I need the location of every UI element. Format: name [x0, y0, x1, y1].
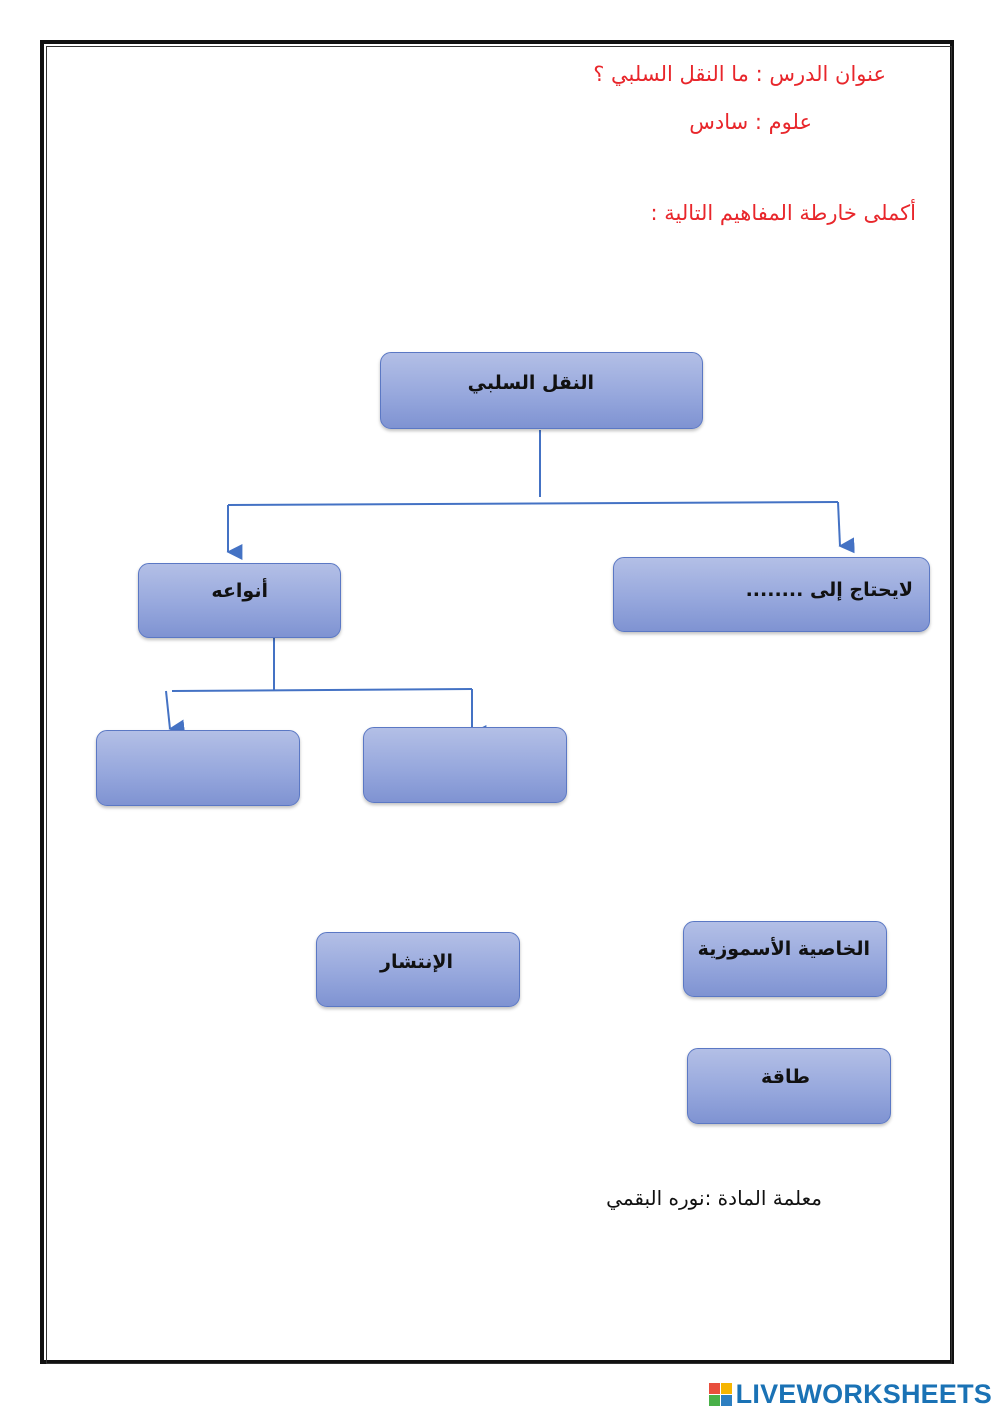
type-answer-box-1[interactable]: [96, 730, 300, 806]
needs-box: [613, 557, 930, 632]
logo-square-blank: [721, 1395, 732, 1406]
word-bank-option-energy-label: طاقة: [761, 1066, 810, 1088]
teacher-name: معلمة المادة :نوره البقمي: [606, 1186, 822, 1210]
lesson-title: عنوان الدرس : ما النقل السلبي ؟: [593, 62, 886, 86]
word-bank-option-diffusion-label: الإنتشار: [380, 951, 453, 973]
word-bank-option-energy[interactable]: [687, 1048, 891, 1124]
types-box: [138, 563, 341, 638]
liveworksheets-logo-icon: [709, 1383, 732, 1406]
logo-square-l: [709, 1383, 720, 1394]
word-bank-option-osmosis[interactable]: [683, 921, 887, 997]
logo-square-w: [721, 1383, 732, 1394]
brand-name: LIVEWORKSHEETS: [735, 1378, 992, 1409]
word-bank-option-osmosis-label: الخاصية الأسموزية: [697, 938, 870, 960]
needs-label: لايحتاج إلى ........: [745, 579, 913, 601]
logo-square-s: [709, 1395, 720, 1406]
root-branch-line: [228, 502, 838, 505]
types-branch-line: [172, 689, 472, 691]
arrow-to-needs: [838, 502, 840, 546]
root-concept-box: [380, 352, 703, 429]
root-concept-label: النقل السلبي: [467, 372, 594, 394]
type-answer-box-2[interactable]: [363, 727, 567, 803]
instruction-text: أكملى خارطة المفاهيم التالية :: [650, 201, 916, 225]
liveworksheets-brand[interactable]: [709, 1378, 992, 1410]
arrow-to-type-1: [166, 691, 170, 729]
subject-grade: علوم : سادس: [689, 110, 812, 134]
word-bank-option-diffusion[interactable]: [316, 932, 520, 1007]
types-label: أنواعه: [211, 580, 268, 602]
